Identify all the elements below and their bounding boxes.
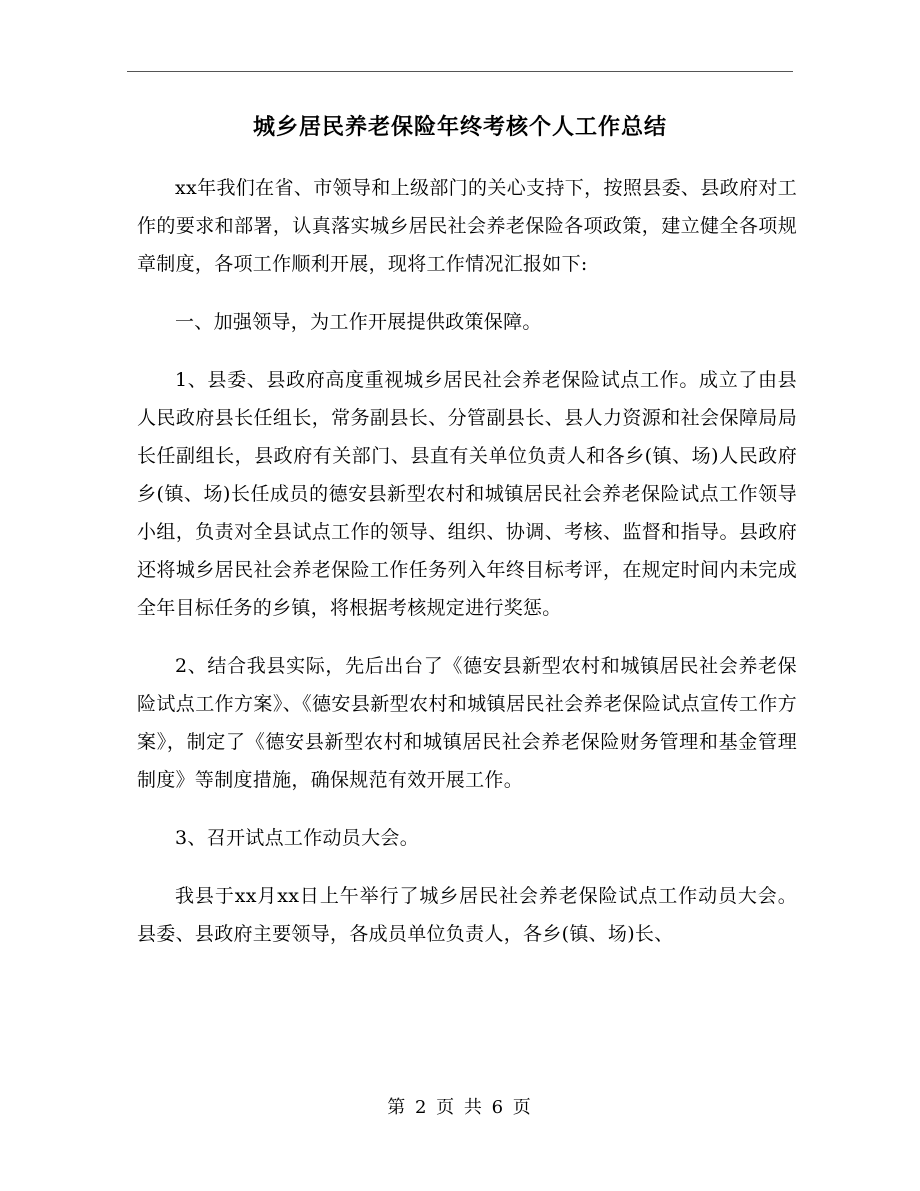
page-number: 第 2 页 共 6 页 <box>387 1097 533 1118</box>
paragraph-item-1: 1、县委、县政府高度重视城乡居民社会养老保险试点工作。成立了由县人民政府县长任组长，常务副县长、分管副县长、县人力资源和社会保障局局长任副组长，县政府有关部门、县直有关单位负责人和各乡(镇、场)人民政府乡(镇、场)长任成员的德安县新型农村和城镇居民社会养老保险试点工作领导小组，负责对全县试点工作的领导、组织、协调、考核、监督和指导。县政府还将城乡居民社会养老保险工作任务列入年终目标考评，在规定时间内未完成全年目标任务的乡镇，将根据考核规定进行奖惩。 <box>137 369 797 619</box>
paragraph-item-3: 3、召开试点工作动员大会。 <box>175 827 419 849</box>
paragraph-meeting: 我县于xx月xx日上午举行了城乡居民社会养老保险试点工作动员大会。县委、县政府主要领导，各成员单位负责人，各乡(镇、场)长、 <box>137 885 797 945</box>
header-rule <box>127 71 793 72</box>
document-body <box>137 169 797 973</box>
paragraph-intro: xx年我们在省、市领导和上级部门的关心支持下，按照县委、县政府对工作的要求和部署，认真落实城乡居民社会养老保险各项政策，建立健全各项规章制度，各项工作顺利开展，现将工作情况汇报如下: <box>137 177 797 275</box>
document-title: 城乡居民养老保险年终考核个人工作总结 <box>252 114 667 140</box>
section-heading-1: 一、加强领导，为工作开展提供政策保障。 <box>175 311 542 333</box>
paragraph-item-2: 2、结合我县实际，先后出台了《德安县新型农村和城镇居民社会养老保险试点工作方案》、《德安县新型农村和城镇居民社会养老保险试点宣传工作方案》，制定了《德安县新型农村和城镇居民社会养老保险财务管理和基金管理制度》等制度措施，确保规范有效开展工作。 <box>137 655 797 791</box>
